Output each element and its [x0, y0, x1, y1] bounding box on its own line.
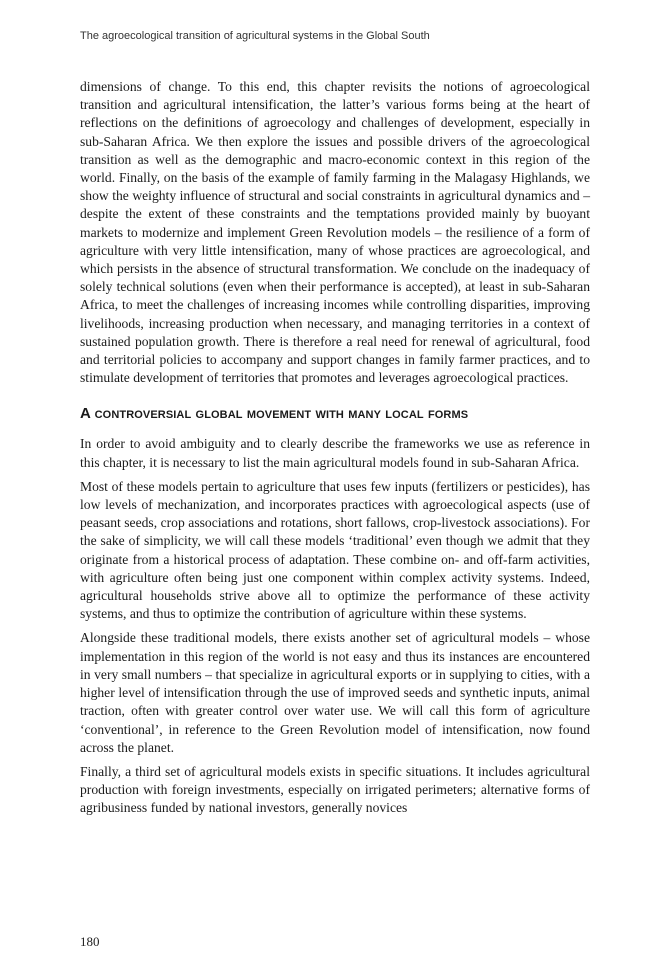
body-paragraph: dimensions of change. To this end, this chapter revisits the notions of agroecological transition and agricultural intensification, the latter’s various forms being at the heart of reflections on the definitions of agroecology and challenges of development, especially in sub-Saharan Africa. We then explore the issues and possible drivers of the agroecological transition as well as the demographic and macro-economic context in this region of the world. Finally, on the basis of the example of family farming in the Malagasy Highlands, we show the weighty influence of structural and social constraints in agricultural dynamics and – despite the extent of these constraints and the temptations provided mainly by buoyant markets to modernize and implement Green Revolution models – the resilience of a form of agriculture with very little intensification, many of whose practices are agroecological, and which persists in the absence of structural transformation. We conclude on the inadequacy of solely technical solutions (even when their performance is accepted), at least in sub-Saharan Africa, to meet the challenges of increasing incomes while controlling disparities, improving livelihoods, increasing production when necessary, and managing territories in a context of sustained population growth. There is therefore a real need for renewal of agricultural, food and territorial policies to accompany and support changes in family farmer practices, and to stimulate development of territories that promotes and leverages agroecological practices.	[80, 79, 590, 386]
body-paragraph: Most of these models pertain to agriculture that uses few inputs (fertilizers or pesticides), has low levels of mechanization, and incorporates practices with agroecological aspects (use of peasant seeds, crop associations and rotations, short fallows, crop-livestock associations). For the sake of simplicity, we will call these models ‘traditional’ even though we admit that they originate from a historical process of adaptation. These combine on- and off-farm activities, with agriculture often being just one component within complex activity systems. Indeed, agricultural households strive above all to optimize the performance of these activity systems, and thus to optimize the contribution of agriculture within these systems.	[80, 478, 590, 622]
running-head: The agroecological transition of agricultural systems in the Global South	[80, 30, 430, 42]
section-heading: A controversial global movement with many local forms	[80, 405, 469, 423]
body-paragraph: Finally, a third set of agricultural models exists in specific situations. It includes agricultural production with foreign investments, especially on irrigated perimeters; alternative forms of agribusiness funded by national investors, generally novices	[80, 763, 590, 816]
page-body	[80, 78, 590, 824]
body-paragraph: Alongside these traditional models, there exists another set of agricultural models – whose implementation in this region of the world is not easy and thus its instances are encountered in very small numbers – that specialize in agricultural exports or in supplying to cities, with a higher level of intensification through the use of improved seeds and synthetic inputs, animal traction, often with greater control over water use. We will call this form of agriculture ‘conventional’, in reference to the Green Revolution model of intensification, now found across the planet.	[80, 630, 590, 755]
page-number: 180	[80, 934, 100, 949]
body-paragraph: In order to avoid ambiguity and to clearly describe the frameworks we use as reference in this chapter, it is necessary to list the main agricultural models found in sub-Saharan Africa.	[80, 436, 590, 470]
